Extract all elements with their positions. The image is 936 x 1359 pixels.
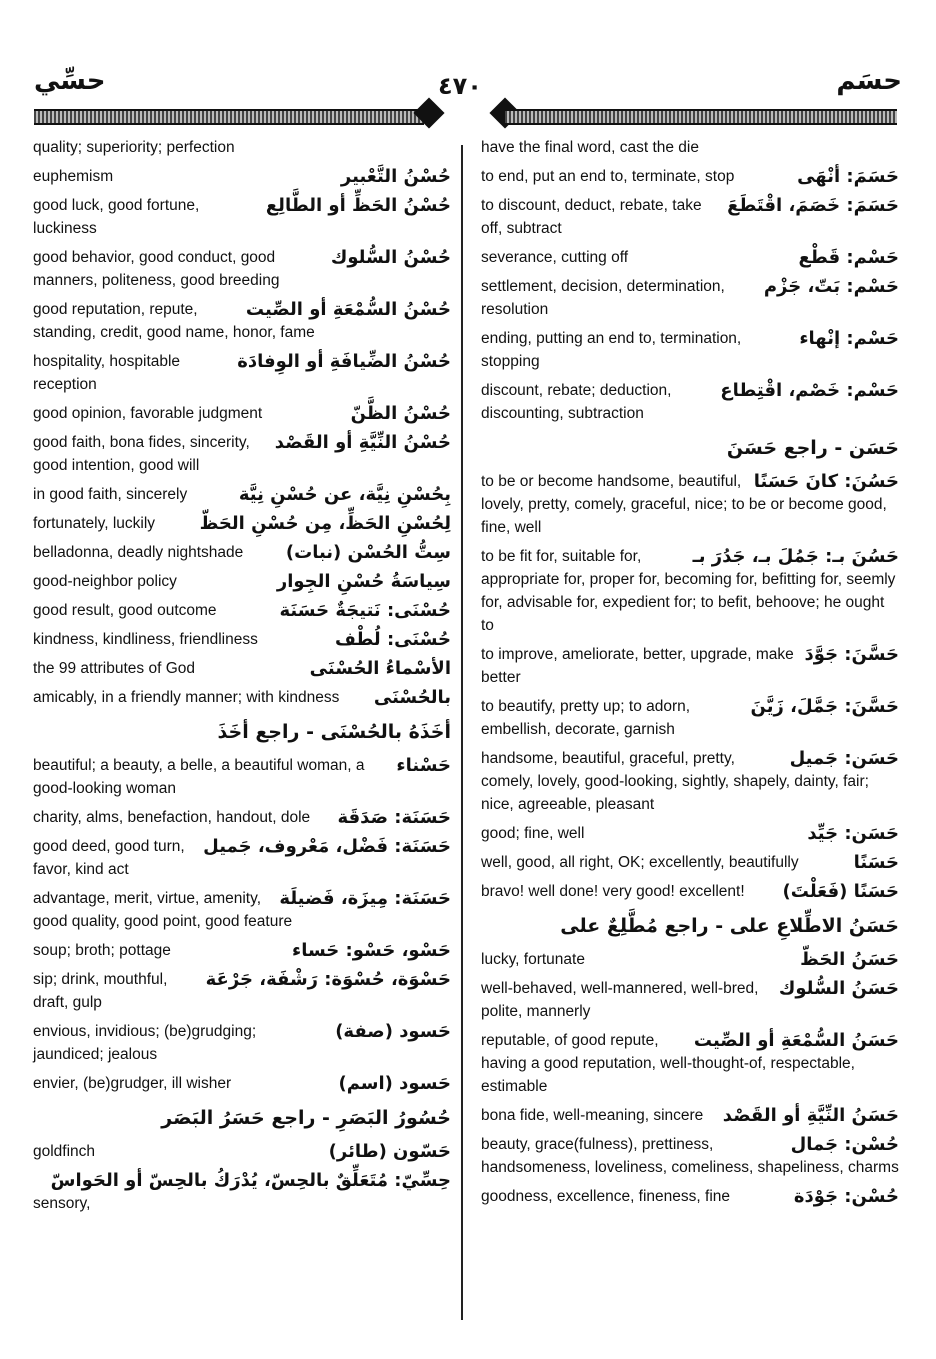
right-guide-word: حسَم	[836, 66, 902, 96]
arabic-headword: حُسْنُ الحَظِّ أو الطَّالِع	[265, 195, 451, 216]
english-definition: severance, cutting off	[481, 249, 629, 266]
dictionary-entry	[33, 968, 451, 1014]
english-definition: to be fit for, suitable for, appropriate for, proper for, becoming for, befitting for, seemly for, advisable for, expedient for; to befit, behoove; he ought to	[481, 548, 896, 634]
english-definition: have the final word, cast the die	[481, 139, 699, 156]
dictionary-entry	[33, 939, 451, 962]
english-definition: hospitality, hospitable reception	[33, 353, 181, 393]
arabic-headword: حَسَّنَ: جَوَّدَ	[804, 644, 899, 665]
dictionary-entry	[481, 1029, 899, 1098]
english-definition: the 99 attributes of God	[33, 660, 195, 677]
dictionary-entry	[33, 483, 451, 506]
arabic-headword: حَسَنًا	[853, 852, 899, 873]
page-number: ٤٧٠	[438, 72, 482, 100]
right-column	[481, 136, 899, 1214]
dictionary-entry	[33, 570, 451, 593]
header-rule-left	[34, 109, 424, 125]
arabic-headword: حَسَن: جَميل	[789, 748, 899, 769]
english-definition: good faith, bona fides, sincerity, good intention, good will	[33, 434, 250, 474]
dictionary-entry	[33, 887, 451, 933]
english-definition: good-neighbor policy	[33, 573, 177, 590]
arabic-headword: حَسَنَة: مِيزَة، فَضيلَة	[279, 888, 451, 909]
arabic-headword: حَسَنُ السُّلوك	[778, 978, 899, 999]
arabic-headword: حَسْم: خَصْم، اقْتِطاع	[720, 380, 899, 401]
english-definition: handsome, beautiful, graceful, pretty, comely, lovely, good-looking, sightly, shapely, dainty, fair; nice, agreeable, pleasant	[481, 750, 869, 813]
arabic-headword: أخَذَهُ بالحُسْنَى - راجع أخَذَ	[217, 721, 451, 743]
arabic-headword: حُسْنَى: لُطْف	[334, 629, 451, 650]
dictionary-entry	[33, 835, 451, 881]
english-definition: settlement, decision, determination, resolution	[481, 278, 725, 318]
english-definition: bravo! well done! very good! excellent!	[481, 883, 745, 900]
english-definition: to be or become handsome, beautiful, lovely, pretty, comely, graceful, nice; to be or become good, fine, well	[481, 473, 887, 536]
english-definition: envier, (be)grudger, ill wisher	[33, 1075, 232, 1092]
dictionary-entry	[481, 695, 899, 741]
arabic-headword: حَسْو، حَسْو: حَساء	[292, 940, 451, 961]
english-definition: discount, rebate; deduction, discounting, subtraction	[481, 382, 672, 422]
dictionary-entry	[481, 643, 899, 689]
english-definition: to improve, ameliorate, better, upgrade, make better	[481, 646, 794, 686]
arabic-headword: حَسّون (طائر)	[328, 1141, 451, 1162]
dictionary-entry	[481, 470, 899, 539]
english-definition: good opinion, favorable judgment	[33, 405, 263, 422]
dictionary-entry	[33, 1169, 451, 1215]
dictionary-entry	[481, 194, 899, 240]
dictionary-entry	[481, 246, 899, 269]
arabic-headword: بِحُسْنِ نِيَّة، عن حُسْنِ نِيَّة	[238, 484, 451, 505]
english-definition: belladonna, deadly nightshade	[33, 544, 244, 561]
dictionary-entry	[33, 431, 451, 477]
arabic-headword: حَسُنَ بـ: جَمُلَ بـ، جَدُرَ بـ	[692, 546, 899, 567]
dictionary-entry	[33, 657, 451, 680]
english-definition: reputable, of good repute, having a good reputation, well-thought-of, respectable, estimable	[481, 1032, 855, 1095]
dictionary-entry	[481, 1104, 899, 1127]
arabic-headword: حَسْم: بَتّ، جَزْم	[763, 276, 899, 297]
dictionary-entry	[33, 1020, 451, 1066]
left-guide-word: حسِّي	[34, 66, 106, 96]
english-definition: lucky, fortunate	[481, 951, 585, 968]
arabic-headword: حِسِّيّ: مُتَعَلِّقٌ بالحِسّ، يُدْرَكُ بالحِسّ أو الحَواسّ	[50, 1170, 451, 1191]
dictionary-entry	[33, 541, 451, 564]
dictionary-entry	[33, 1140, 451, 1163]
english-definition: amicably, in a friendly manner; with kindness	[33, 689, 340, 706]
dictionary-entry	[481, 431, 899, 464]
arabic-headword: حُسْن: جَوْدَة	[793, 1186, 899, 1207]
dictionary-entry	[33, 165, 451, 188]
english-definition: kindness, kindliness, friendliness	[33, 631, 258, 648]
arabic-headword: حُسْنُ الظَّنّ	[350, 403, 451, 424]
english-definition: ending, putting an end to, termination, stopping	[481, 330, 742, 370]
dictionary-entry	[33, 599, 451, 622]
dictionary-entry	[481, 851, 899, 874]
arabic-headword: حَسود (صفة)	[335, 1021, 451, 1042]
arabic-headword: حُسْن: جَمال	[790, 1134, 899, 1155]
english-definition: charity, alms, benefaction, handout, dole	[33, 809, 311, 826]
dictionary-entry	[33, 1101, 451, 1134]
arabic-headword: حَسُنَ: كانَ حَسَنًا	[753, 471, 899, 492]
dictionary-entry	[33, 298, 451, 344]
english-definition: well, good, all right, OK; excellently, beautifully	[481, 854, 799, 871]
arabic-headword: حَسَنَة: فَضْل، مَعْروف، جَميل	[203, 836, 451, 857]
dictionary-entry	[481, 165, 899, 188]
english-definition: in good faith, sincerely	[33, 486, 188, 503]
dictionary-entry	[33, 512, 451, 535]
arabic-headword: حَسَمَ: خَصَمَ، اقْتَطَعَ	[727, 195, 899, 216]
dictionary-entry	[481, 327, 899, 373]
arabic-headword: حُسْنَى: نَتيجَةٌ حَسَنَة	[279, 600, 451, 621]
dictionary-entry	[33, 715, 451, 748]
dictionary-entry	[481, 977, 899, 1023]
english-definition: good luck, good fortune, luckiness	[33, 197, 200, 237]
dictionary-entry	[33, 136, 451, 159]
arabic-headword: حُسْنُ السُّلوك	[330, 247, 451, 268]
english-definition: beautiful; a beauty, a belle, a beautiful woman, a good-looking woman	[33, 757, 365, 797]
english-definition: good result, good outcome	[33, 602, 217, 619]
arabic-headword: حَسود (اسم)	[338, 1073, 451, 1094]
arabic-headword: حَسْم: إنْهاء	[799, 328, 899, 349]
english-definition: well-behaved, well-mannered, well-bred, polite, mannerly	[481, 980, 759, 1020]
english-definition: goldfinch	[33, 1143, 96, 1160]
english-definition: to beautify, pretty up; to adorn, embellish, decorate, garnish	[481, 698, 691, 738]
english-definition: beauty, grace(fulness), prettiness, handsomeness, loveliness, comeliness, shapeliness, charms	[481, 1136, 899, 1176]
arabic-headword: حَسْوَة، حُسْوَة: رَشْفَة، جَرْعَة	[205, 969, 451, 990]
arabic-headword: حَسْم: قَطْع	[798, 247, 899, 268]
page-header	[0, 0, 936, 140]
english-definition: bona fide, well-meaning, sincere	[481, 1107, 704, 1124]
arabic-headword: حَسَّنَ: جَمَّلَ، زَيَّنَ	[750, 696, 899, 717]
left-column	[33, 136, 451, 1221]
dictionary-entry	[33, 194, 451, 240]
english-definition: to end, put an end to, terminate, stop	[481, 168, 735, 185]
english-definition: euphemism	[33, 168, 114, 185]
dictionary-entry	[481, 379, 899, 425]
arabic-headword: بالحُسْنَى	[373, 687, 451, 708]
dictionary-entry	[481, 822, 899, 845]
english-definition: quality; superiority; perfection	[33, 139, 235, 156]
arabic-headword: حَسَنُ السُّمْعَةِ أو الصِّيت	[693, 1030, 899, 1051]
dictionary-entry	[33, 806, 451, 829]
dictionary-entry	[481, 747, 899, 816]
english-definition: soup; broth; pottage	[33, 942, 171, 959]
arabic-headword: حُسُورُ البَصَرِ - راجع حَسَرُ البَصَر	[161, 1107, 451, 1129]
arabic-headword: حَسْناء	[396, 755, 451, 776]
dictionary-entry	[481, 909, 899, 942]
dictionary-entry	[481, 1133, 899, 1179]
arabic-headword: حَسَن: جَيِّد	[807, 823, 899, 844]
dictionary-entry	[33, 1072, 451, 1095]
dictionary-entry	[481, 948, 899, 971]
arabic-headword: الأسْماءُ الحُسْنَى	[309, 658, 451, 679]
arabic-headword: حَسَنُ النِّيَّةِ أو القَصْد	[722, 1105, 899, 1126]
dictionary-entry	[33, 350, 451, 396]
arabic-headword: حَسَنَة: صَدَقَة	[337, 807, 451, 828]
english-definition: envious, invidious; (be)grudging; jaundiced; jealous	[33, 1023, 257, 1063]
english-definition: good; fine, well	[481, 825, 585, 842]
dictionary-entry	[33, 686, 451, 709]
english-definition: goodness, excellence, fineness, fine	[481, 1188, 731, 1205]
arabic-headword: حُسْنُ النِّيَّةِ أو القَصْد	[274, 432, 451, 453]
dictionary-entry	[481, 1185, 899, 1208]
arabic-headword: سِياسَةُ حُسْنِ الجِوار	[276, 571, 451, 592]
arabic-headword: حَسَن - راجع حَسَنَ	[726, 437, 899, 459]
arabic-headword: حَسَمَ: أنْهَى	[797, 166, 899, 187]
header-rule-right	[505, 109, 897, 125]
arabic-headword: حُسْنُ التَّعْبير	[340, 166, 451, 187]
english-definition: good reputation, repute, standing, credit, good name, honor, fame	[33, 301, 315, 341]
dictionary-entry	[481, 545, 899, 637]
english-definition: sensory,	[33, 1195, 91, 1212]
arabic-headword: حَسَنُ الاطِّلاعِ على - راجع مُطَّلِعٌ على	[560, 915, 899, 937]
dictionary-entry	[33, 246, 451, 292]
arabic-headword: حَسَنًا (فَعَلْتَ)	[782, 881, 899, 902]
arabic-headword: سِتُّ الحُسْن (نبات)	[285, 542, 451, 563]
dictionary-entry	[33, 754, 451, 800]
dictionary-entry	[481, 880, 899, 903]
dictionary-entry	[33, 628, 451, 651]
english-definition: to discount, deduct, rebate, take off, subtract	[481, 197, 702, 237]
english-definition: sip; drink, mouthful, draft, gulp	[33, 971, 168, 1011]
arabic-headword: حَسَنُ الحَظّ	[800, 949, 899, 970]
english-definition: good deed, good turn, favor, kind act	[33, 838, 185, 878]
english-definition: advantage, merit, virtue, amenity, good quality, good point, good feature	[33, 890, 293, 930]
english-definition: fortunately, luckily	[33, 515, 156, 532]
dictionary-entry	[481, 275, 899, 321]
arabic-headword: حُسْنُ السُّمْعَةِ أو الصِّيت	[245, 299, 451, 320]
column-divider	[461, 145, 463, 1320]
arabic-headword: حُسْنُ الضِّيافَةِ أو الوِفادَة	[237, 351, 451, 372]
arabic-headword: لِحُسْنِ الحَظِّ، مِن حُسْنِ الحَظّ	[199, 513, 451, 534]
dictionary-entry	[33, 402, 451, 425]
english-definition: good behavior, good conduct, good manners, politeness, good breeding	[33, 249, 280, 289]
dictionary-entry	[481, 136, 899, 159]
